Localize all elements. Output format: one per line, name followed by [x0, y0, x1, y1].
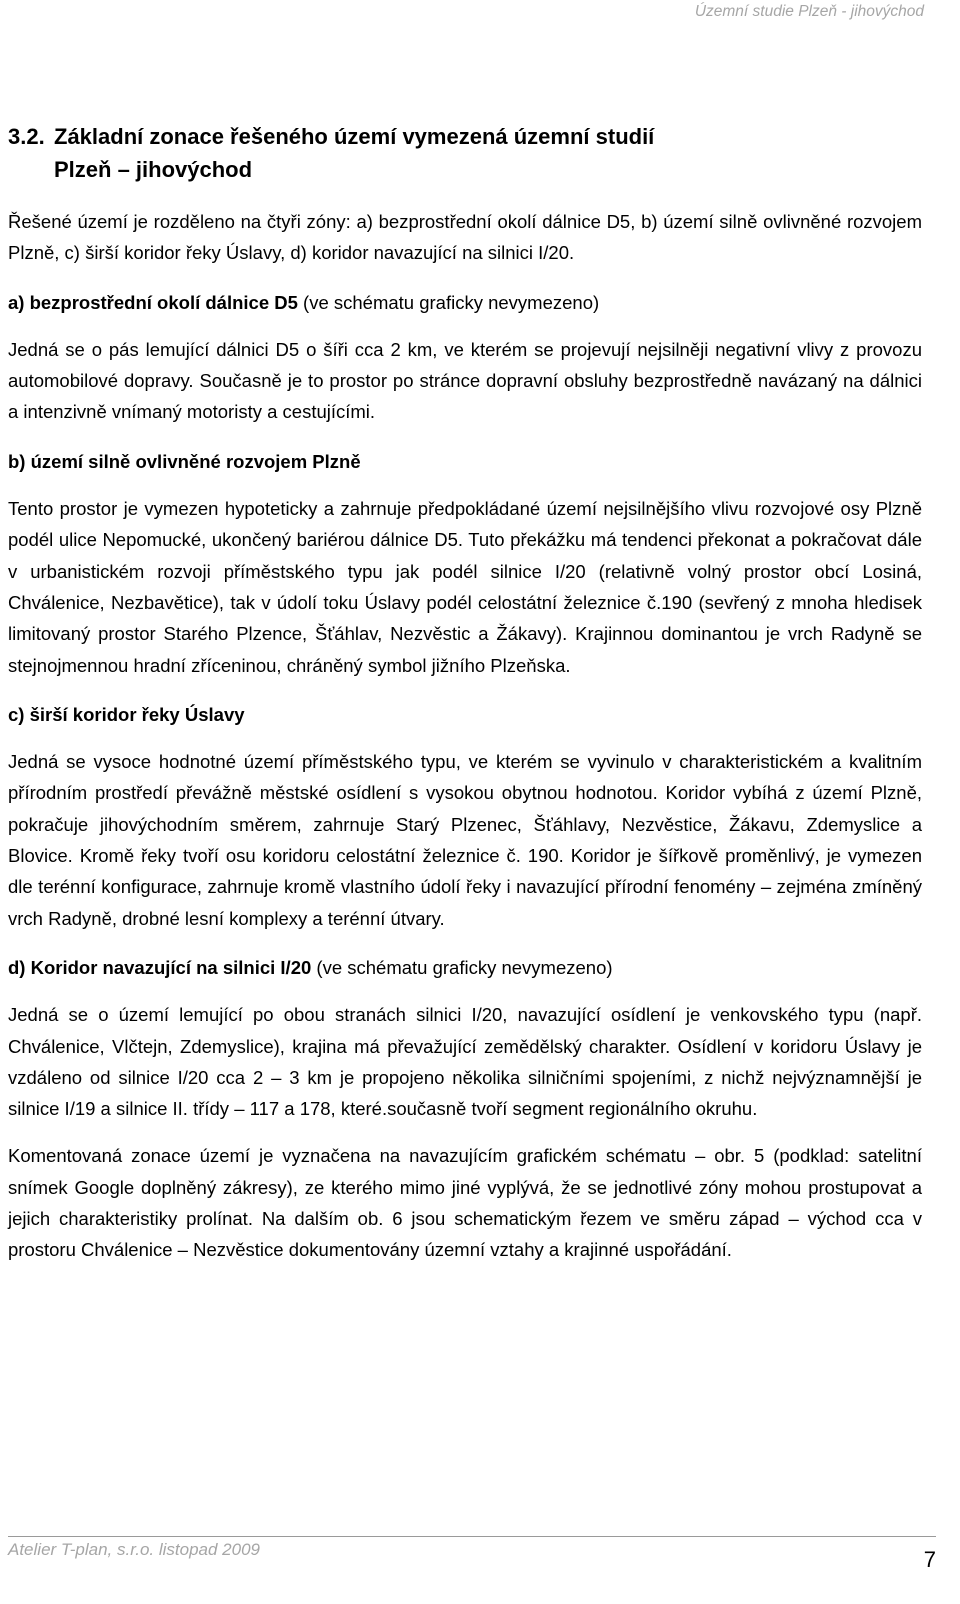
zone-a-heading-bold: a) bezprostřední okolí dálnice D5: [8, 291, 298, 313]
closing-paragraph: Komentovaná zonace území je vyznačena na navazujícím grafickém schématu – obr. 5 (podklad: satelitní snímek Google doplněný zákresy), ze kterého mimo jiné vyplývá, že se jednotlivé zóny mohou prostupovat a jejich charakteristiky prolínat. Na dalším ob. 6 jsou schematickým řezem ve směru západ – východ cca v prostoru Chválenice – Nezvěstice dokumentovány územní vztahy a krajinné uspořádání.: [8, 1145, 922, 1261]
document-body: [8, 206, 922, 1266]
zone-a-text: Jedná se o pás lemující dálnici D5 o šíři cca 2 km, ve kterém se projevují nejsilněji negativní vlivy z provozu automobilové dopravy. Současně je to prostor po stránce dopravní obsluhy bezprostředně navázaný na dálnici a intenzivně vnímaný motoristy a cestujícími.: [8, 338, 922, 423]
section-title-line1: Základní zonace řešeného území vymezená územní studií: [54, 124, 655, 149]
zone-b-text: Tento prostor je vymezen hypoteticky a zahrnuje předpokládané území nejsilnějšího vlivu rozvojové osy Plzně podél ulice Nepomucké, ukončený bariérou dálnice D5. Tuto překážku má tendenci překonat a pokračovat dále v urbanistickém rozvoji příměstského typu jak podél silnice I/20 (relativně volný prostor obcí Losiná, Chválenice, Nezbavětice), tak v údolí toku Úslavy podél celostátní železnice č.190 (sevřený z mnoha hledisek limitovaný prostor Starého Plzence, Šťáhlav, Nezvěstic a Žákavy). Krajinnou dominantou je vrch Radyně se stejnojmennou hradní zříceninou, chráněný symbol jižního Plzeňska.: [8, 498, 922, 676]
zone-a-heading-note: (ve schématu graficky nevymezeno): [297, 291, 600, 313]
page-number: 7: [923, 1547, 936, 1572]
zone-d-heading-note: (ve schématu graficky nevymezeno): [311, 956, 613, 978]
zone-d-heading-bold: d) Koridor navazující na silnici I/20: [8, 956, 312, 978]
zone-b-heading: [8, 446, 922, 477]
footer-divider: [8, 1536, 936, 1537]
zone-c-text: Jedná se vysoce hodnotné území příměstského typu, ve kterém se vyvinulo v charakteristickém a kvalitním přírodním prostředí převážně městské osídlení s vysokou obytnou hodnotou. Koridor vybíhá z území Plzně, pokračuje jihovýchodním směrem, zahrnuje Starý Plzenec, Šťáhlavy, Nezvěstice, Žákavu, Zdemyslice a Blovice. Kromě řeky tvoří osu koridoru celostátní železnice č. 190. Koridor je šířkově proměnlivý, je vymezen dle terénní konfigurace, zahrnuje kromě vlastního údolí řeky i navazující přírodní fenomény – zejména zmíněný vrch Radyně, drobné lesní komplexy a terénní útvary.: [8, 751, 922, 929]
zone-d-heading: [8, 952, 922, 983]
zone-c-heading-bold: c) širší koridor řeky Úslavy: [8, 703, 245, 725]
section-title-line2: Plzeň – jihovýchod: [54, 157, 253, 182]
zone-a-heading: [8, 287, 922, 318]
intro-paragraph: Řešené území je rozděleno na čtyři zóny: a) bezprostřední okolí dálnice D5, b) území silně ovlivněné rozvojem Plzně, c) širší koridor řeky Úslavy, d) koridor navazující na silnici I/20.: [8, 211, 922, 264]
zone-b-heading-bold: b) území silně ovlivněné rozvojem Plzně: [8, 450, 361, 472]
running-header: Územní studie Plzeň - jihovýchod: [694, 3, 924, 20]
zone-c-heading: [8, 699, 922, 730]
section-number: 3.2.: [8, 124, 45, 149]
zone-d-text: Jedná se o území lemující po obou stranách silnici I/20, navazující osídlení je venkovského typu (např. Chválenice, Vlčtejn, Zdemyslice), krajina má převažující zemědělský charakter. Osídlení v koridoru Úslavy je vzdáleno od silnice I/20 cca 2 – 3 km je propojeno několika silničními spojeními, z nichž nejvýznamnější je silnice I/19 a silnice II. třídy – 117 a 178, které.současně tvoří segment regionálního okruhu.: [8, 1004, 922, 1120]
footer-company-date: Atelier T-plan, s.r.o. listopad 2009: [8, 1540, 260, 1559]
section-heading: [8, 120, 908, 186]
